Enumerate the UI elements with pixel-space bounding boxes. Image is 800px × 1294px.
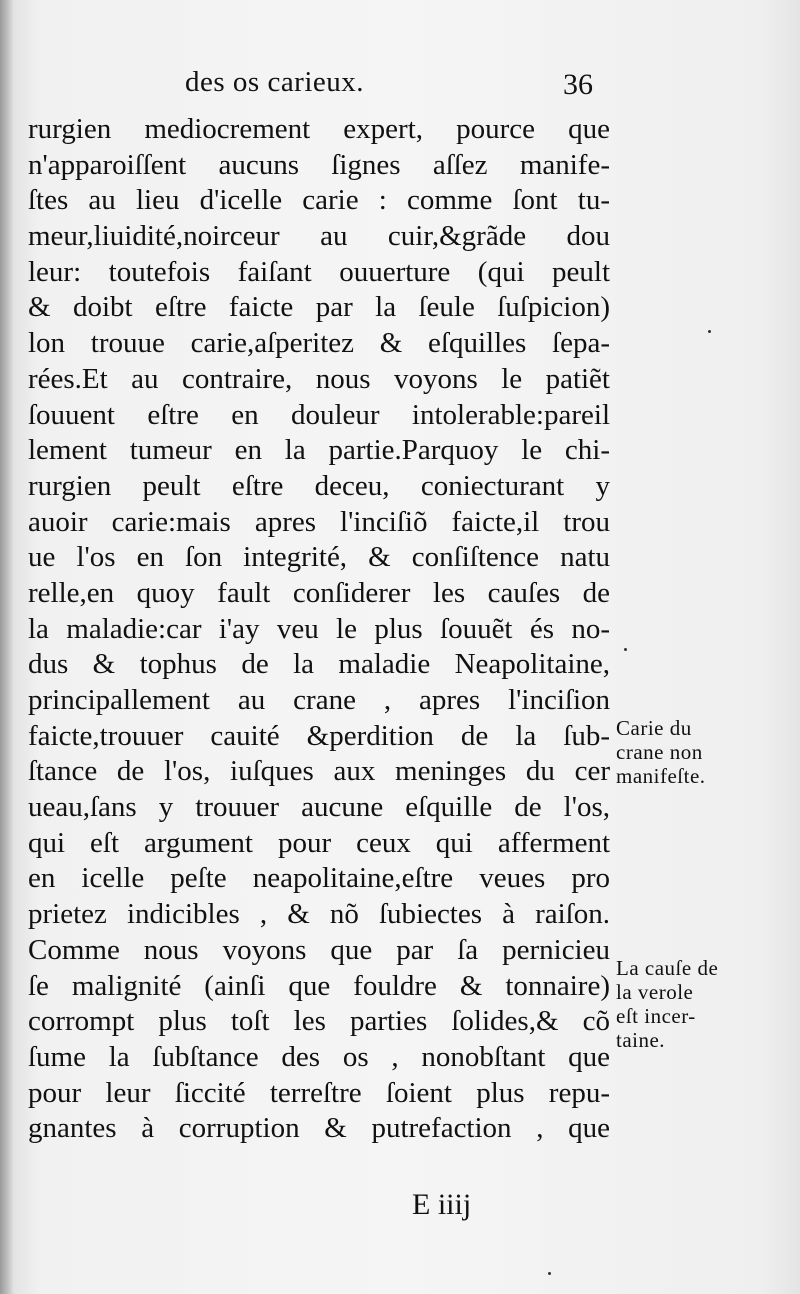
text-line: faicte,trouuer cauité &perdition de la ſub- — [28, 719, 610, 752]
paper-speck — [624, 648, 627, 651]
text-line: gnantes à corruption & putrefaction , que — [28, 1112, 610, 1145]
text-line: principallement au crane , apres l'inciſion — [28, 684, 610, 716]
text-line: en icelle peſte neapolitaine,eſtre veues pro — [28, 862, 610, 895]
text-line: qui eſt argument pour ceux qui afferment — [28, 826, 610, 859]
text-line: corrompt plus toſt les parties ſolides,& cõ — [28, 1005, 610, 1038]
paper-speck — [708, 330, 711, 333]
text-line: & doibt eſtre faicte par la ſeule ſuſpicion) — [28, 291, 610, 324]
main-text-block — [28, 112, 610, 1147]
text-line: ſume la ſubſtance des os , nonobſtant que — [28, 1040, 610, 1073]
text-line: ſe malignité (ainſi que fouldre & tonnaire) — [28, 969, 610, 1002]
text-line: rurgien mediocrement expert, pource que — [28, 113, 610, 145]
text-line: rurgien peult eſtre deceu, coniecturant y — [28, 469, 610, 502]
text-line: ſouuent eſtre en douleur intolerable:pareil — [28, 398, 610, 431]
text-line: pour leur ſiccité terreſtre ſoient plus repu- — [28, 1076, 610, 1109]
page-number: 36 — [563, 68, 593, 101]
margin-note-line: la verole — [616, 980, 694, 1004]
margin-note-line: Carie du — [616, 716, 692, 740]
text-line: lon trouue carie,aſperitez & eſquilles ſepa- — [28, 327, 610, 360]
margin-note-line: crane non — [616, 740, 703, 764]
margin-note-verole — [616, 956, 796, 1052]
text-line: n'apparoiſſent aucuns ſignes aſſez manife- — [28, 148, 610, 181]
text-line: ſtes au lieu d'icelle carie : comme ſont tu- — [28, 184, 610, 217]
signature-mark: E iiij — [412, 1188, 472, 1221]
text-line: leur: toutefois faiſant ouuerture (qui peult — [28, 255, 610, 288]
margin-note-line: taine. — [616, 1028, 666, 1052]
text-line: lement tumeur en la partie.Parquoy le chi- — [28, 434, 610, 467]
gutter-shadow — [0, 0, 14, 1294]
text-line: la maladie:car i'ay veu le plus ſouuẽt és no- — [28, 612, 610, 645]
text-line: ſtance de l'os, iuſques aux meninges du cer — [28, 755, 610, 788]
margin-note-line: manifeſte. — [616, 764, 706, 788]
margin-note-line: eſt incer- — [616, 1004, 696, 1028]
text-line: prietez indicibles , & nõ ſubiectes à raiſon. — [28, 898, 610, 931]
paper-speck — [548, 1272, 551, 1275]
text-line: auoir carie:mais apres l'inciſiõ faicte,il trou — [28, 505, 610, 538]
margin-note-line: La cauſe de — [616, 956, 719, 980]
text-line: ueau,ſans y trouuer aucune eſquille de l'os, — [28, 791, 610, 824]
text-line: ue l'os en ſon integrité, & conſiſtence natu — [28, 541, 610, 574]
text-line: Comme nous voyons que par ſa pernicieu — [28, 933, 610, 966]
margin-note-carie — [616, 716, 796, 788]
text-line: relle,en quoy fault conſiderer les cauſes de — [28, 576, 610, 609]
text-line: dus & tophus de la maladie Neapolitaine, — [28, 648, 610, 681]
text-line: rées.Et au contraire, nous voyons le patiẽt — [28, 362, 610, 395]
text-line: meur,liuidité,noirceur au cuir,&grãde dou — [28, 220, 610, 253]
page-header — [0, 66, 800, 106]
running-title: des os carieux. — [185, 66, 365, 98]
